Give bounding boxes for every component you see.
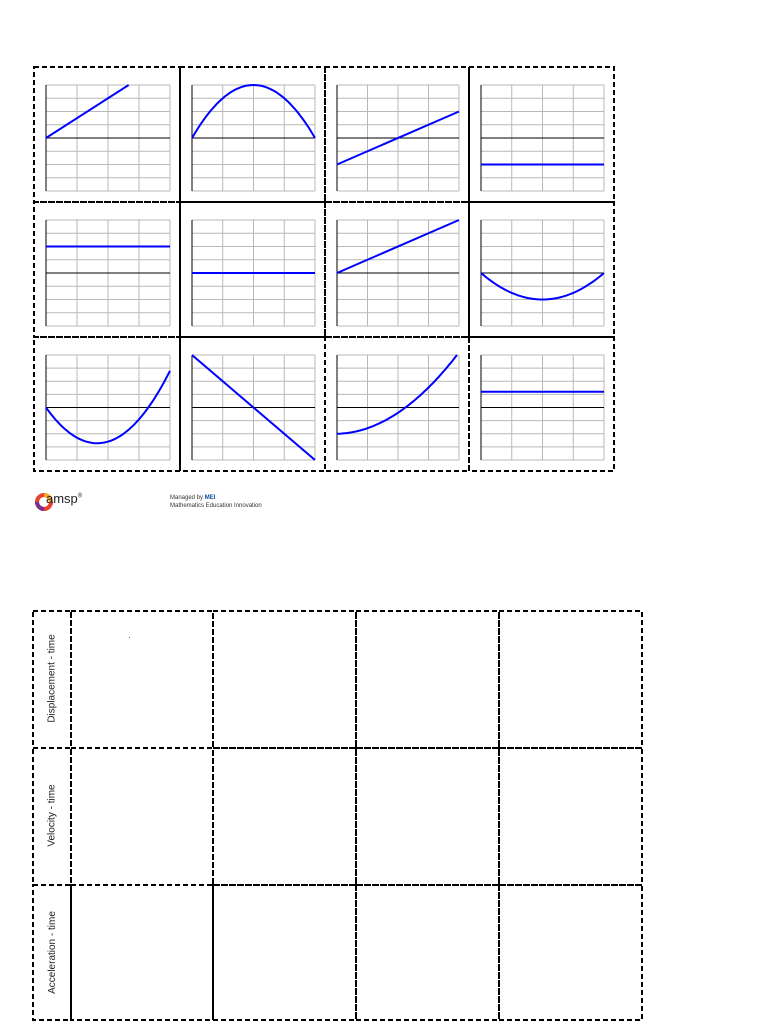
row-label-displacement: Displacement - time [46,634,58,723]
amsp-logo-text: amsp® [46,491,83,506]
managed-by-text: Managed by MEI Mathematics Education Innovation [170,495,262,509]
sorting-cell[interactable] [71,748,213,885]
sorting-cell[interactable] [213,748,356,885]
sorting-cell[interactable] [356,611,499,748]
row-label-acceleration: Acceleration - time [46,911,58,994]
sorting-cell[interactable] [356,885,499,1020]
sorting-cell[interactable] [71,611,213,748]
sorting-cell[interactable] [499,611,642,748]
sorting-cell[interactable] [213,611,356,748]
mei-logo: MEI [204,495,216,501]
sorting-cell[interactable] [499,885,642,1020]
sorting-cell[interactable] [71,885,213,1020]
row-label-velocity: Velocity - time [46,784,58,847]
sorting-cell[interactable] [213,885,356,1020]
sorting-cell[interactable] [356,748,499,885]
sorting-cell[interactable] [499,748,642,885]
stray-mark [129,637,130,638]
